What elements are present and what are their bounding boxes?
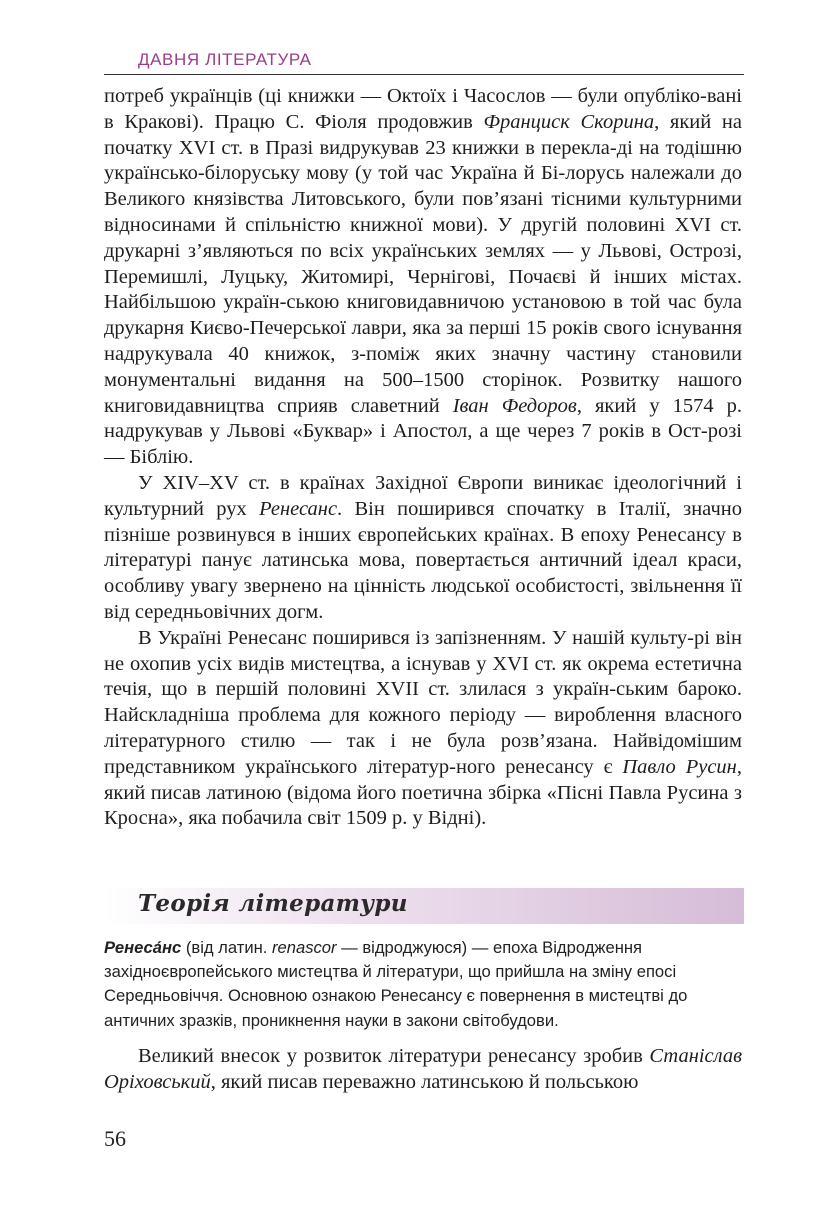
- page-number: 56: [104, 1126, 126, 1151]
- text-segment: (від латин.: [181, 938, 272, 957]
- running-header: [104, 46, 744, 75]
- paragraph-2: [104, 471, 742, 626]
- text-segment: , який у 1574 р. надрукував у Львові «Буквар» і Апостол, а ще через 7 років в Ост-розі — Біблію.: [104, 394, 742, 469]
- theory-banner: [104, 888, 744, 924]
- paragraph-4: [104, 1043, 742, 1095]
- name-francysk-skoryna: Франциск Скорина: [483, 110, 655, 133]
- term-renaissance: Ренесанс: [259, 497, 338, 520]
- text-segment: потреб українців (ці книжки — Октоїх і Часослов — були опубліко-вані в Кракові). Працю С. Фіоля продовжив: [104, 85, 742, 133]
- name-stanislav-orikhovskyi: Станіслав Оріховський: [104, 1045, 742, 1093]
- theory-title: Теорія літератури: [138, 890, 408, 917]
- text-segment: В Україні Ренесанс поширився із запізненням. У нашій культу-рі він не охопив усіх видів мистецтва, а існував у XVI ст. як окрема естетична течія, що в першій половині XVII ст. злилася з україн-ським бароко. Найскладніша проблема для кожного періоду — вироблення власного літературного стилю — так і не була розв’язана. Найвідомішим представником українського літератур-ного ренесансу є: [104, 626, 742, 778]
- section-title: ДАВНЯ ЛІТЕРАТУРА: [138, 50, 312, 69]
- paragraph-3: [104, 626, 742, 832]
- paragraph-1: [104, 84, 742, 471]
- definition-term: Ренеса́нс: [104, 938, 182, 957]
- definition-box: [104, 936, 742, 1033]
- name-ivan-fedorov: Іван Федоров: [452, 394, 577, 417]
- name-pavlo-rusyn: Павло Русин: [622, 755, 737, 778]
- text-segment: У XIV–XV ст. в країнах Західної Європи виникає ідеологічний і культурний рух: [104, 471, 742, 520]
- main-text: [104, 84, 742, 832]
- text-segment: — відроджуюся) — епоха Відродження західноєвропейського мистецтва й літератури, що прийшла на зміну епосі Середньовіччя. Основною ознакою Ренесансу є повернення в мистецтві до античних зразків, проникнення науки в закони світобудови.: [104, 938, 688, 1030]
- text-segment: Великий внесок у розвиток літератури ренесансу зробив: [138, 1045, 650, 1067]
- latin-word: renascor: [271, 938, 337, 957]
- closing-text: [104, 1043, 742, 1095]
- text-segment: , який на початку XVI ст. в Празі видрукував 23 книжки в перекла-ді на тодішню українсько-білоруську мову (у той час Україна й Бі-лорусь належали до Великого князівства Литовського, були пов’язані тісними культурними відносинами й спільністю книжної мови). У другій половині XVI ст. друкарні з’являються по всіх українських землях — у Львові, Острозі, Перемишлі, Луцьку, Житомирі, Чернігові, Почаєві й інших містах. Найбільшою україн-ською книговидавничою установою в той час була друкарня Києво-Печерської лаври, яка за перші 15 років свого існування надрукувала 40 книжок, з-поміж яких значну частину становили монументальні видання на 500–1500 сторінок. Розвитку нашого книговидавництва сприяв славетний: [104, 110, 742, 417]
- text-segment: . Він поширився спочатку в Італії, значно пізніше розвинувся в інших європейських країнах. В епоху Ренесансу в літературі панує латинська мова, повертається античний ідеал краси, особливу увагу звернено на цінність людської особистості, звільнення її від середньовічних догм.: [104, 497, 742, 623]
- definition-text: [104, 936, 742, 1033]
- text-segment: , який писав латиною (відома його поетична збірка «Пісні Павла Русина з Кросна», яка побачила світ 1509 р. у Відні).: [104, 755, 742, 830]
- text-segment: , який писав переважно латинською й польською: [210, 1071, 639, 1093]
